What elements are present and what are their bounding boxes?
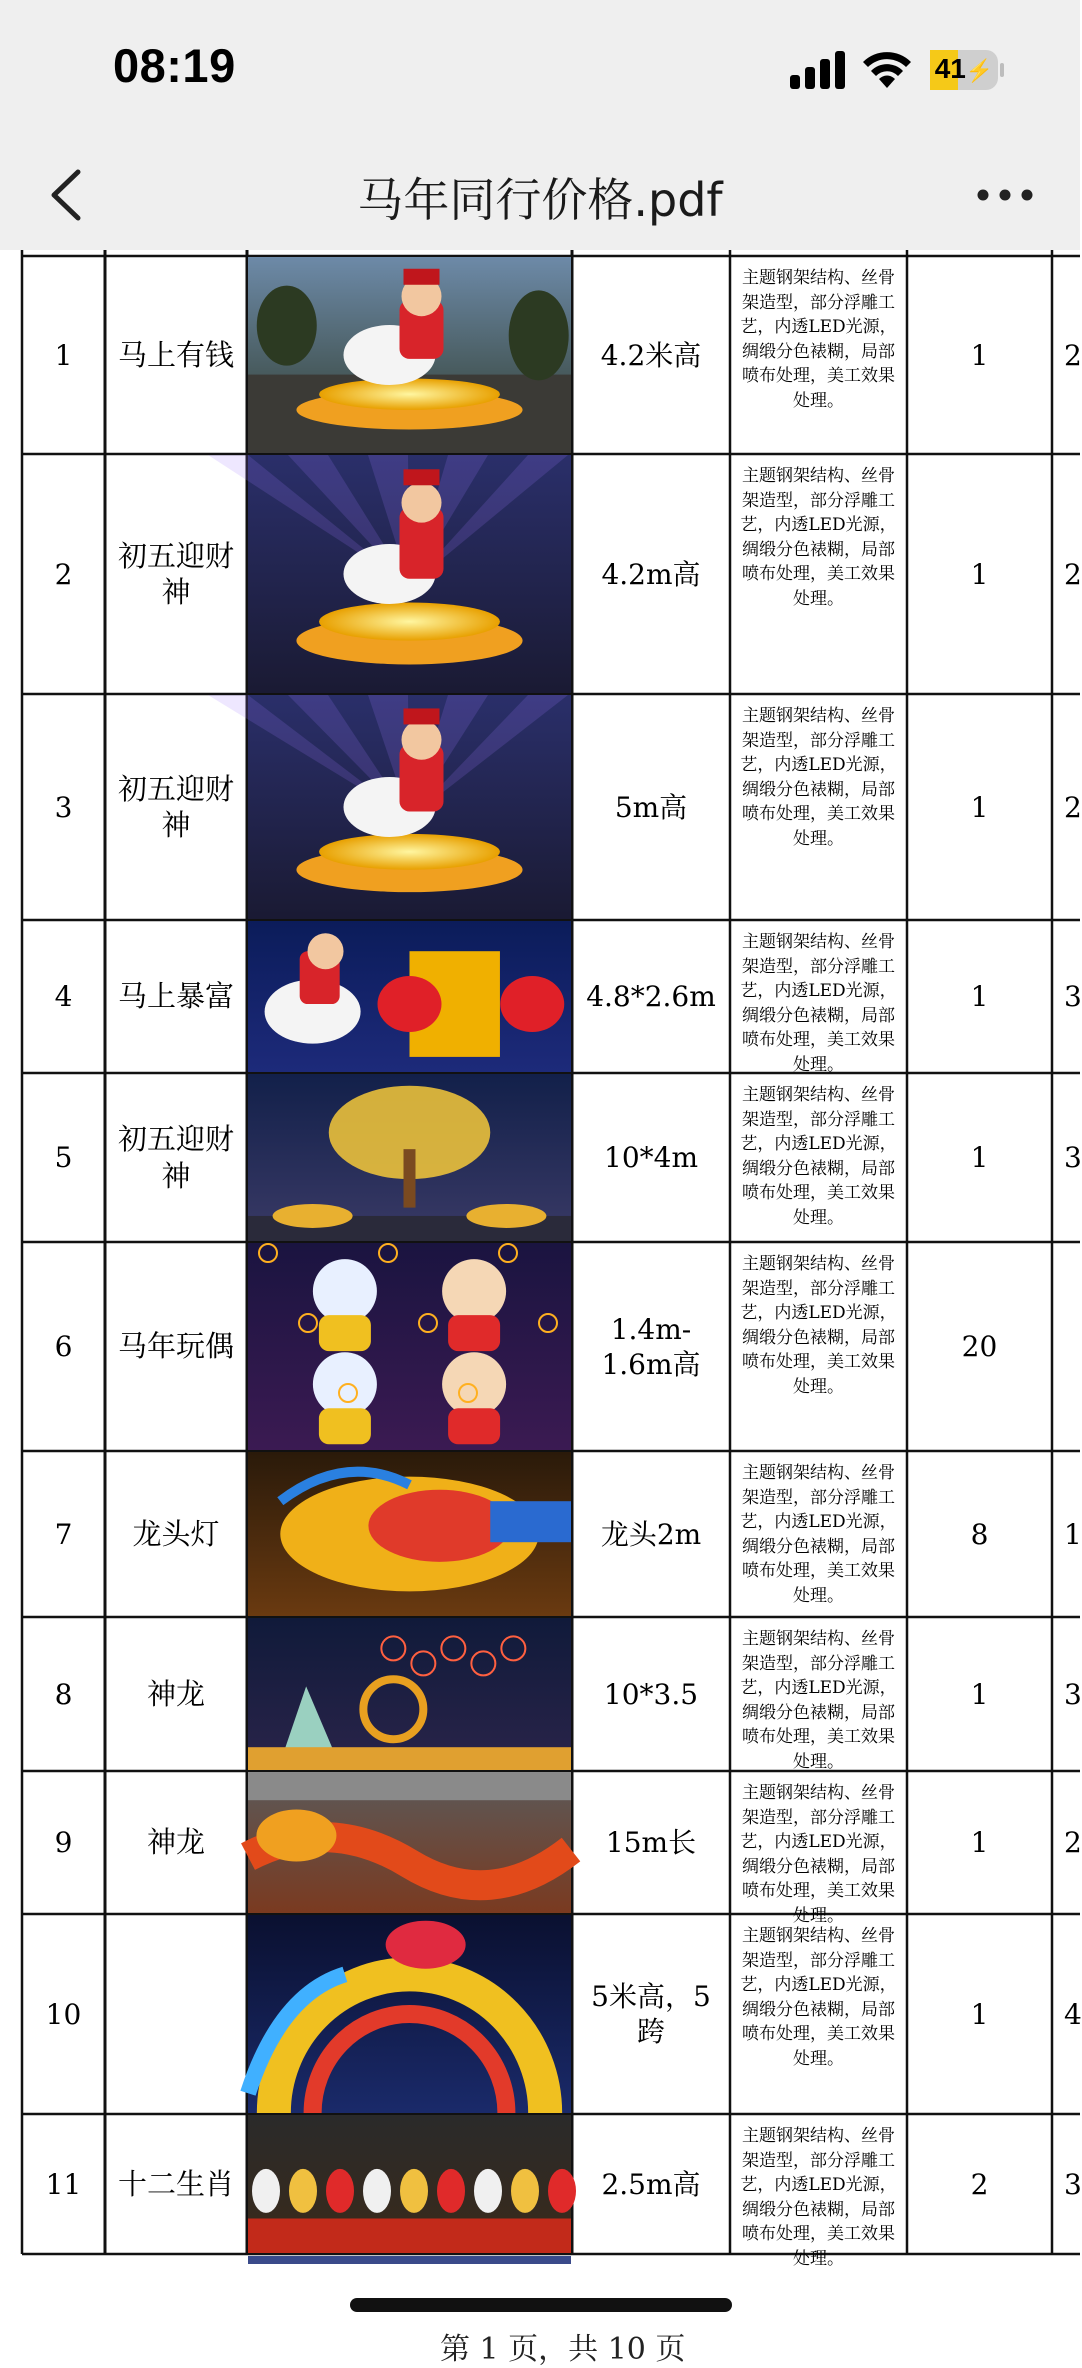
product-photo [248,2115,571,2253]
size-spec-cell: 10*3.5 [603,1677,699,1711]
price-cell-partial: 2 [1064,790,1082,824]
product-name-cell: 初五迎财神 [117,771,234,842]
quantity-cell: 1 [970,338,989,372]
row-number-cell: 3 [54,790,73,824]
price-cell-partial [1054,1244,1078,1449]
product-name-cell [107,1916,245,2112]
row-number-cell: 6 [54,1330,73,1363]
row-number-cell: 11 [45,2167,82,2201]
row-number-cell: 2 [54,557,73,591]
page-indicator: 第 1 页，共 10 页 [440,2332,686,2367]
status-time: 08:19 [113,39,236,92]
price-cell-partial: 2 [1064,557,1082,591]
size-spec-cell: 4.2m高 [601,557,701,591]
product-name-cell: 十二生肖 [117,2166,234,2201]
product-photo [248,695,571,919]
craft-description-cell: 主题钢架结构、丝骨架造型，部分浮雕工艺，内透LED光源，绸缎分色裱糊，局部喷布处理，美工效果处理。 [740,1783,897,1926]
row-number-cell: 8 [54,1677,73,1711]
quantity-cell: 8 [970,1517,989,1551]
price-cell-partial: 4 [1064,1997,1082,2031]
product-name-cell: 马年玩偶 [117,1329,234,1364]
size-spec-cell: 4.8*2.6m [586,980,716,1013]
row-number-cell: 1 [54,338,73,372]
price-cell-partial: 3 [1064,2167,1082,2201]
price-cell-partial: 2 [1064,1826,1082,1859]
craft-description-cell: 主题钢架结构、丝骨架造型，部分浮雕工艺，内透LED光源，绸缎分色裱糊，局部喷布处理，美工效果处理。 [740,1629,897,1772]
more-options-button[interactable] [965,162,1045,228]
row-number-cell: 5 [54,1141,73,1174]
price-cell-partial: 3 [1064,1677,1082,1711]
product-name-cell: 神龙 [146,1825,205,1860]
row-number-cell: 7 [54,1517,73,1551]
quantity-cell: 1 [970,980,989,1013]
craft-description-cell: 主题钢架结构、丝骨架造型，部分浮雕工艺，内透LED光源，绸缎分色裱糊，局部喷布处理，美工效果处理。 [740,932,897,1075]
price-cell-partial: 1 [1064,1517,1082,1551]
size-spec-cell: 2.5m高 [601,2167,701,2201]
navigation-bar [0,140,1080,250]
quantity-cell: 20 [961,1330,998,1363]
product-photo [248,257,571,453]
cellular-signal-icon [790,51,846,89]
craft-description-cell: 主题钢架结构、丝骨架造型，部分浮雕工艺，内透LED光源，绸缎分色裱糊，局部喷布处理，美工效果处理。 [740,268,897,411]
quantity-cell: 2 [970,2167,989,2201]
product-photo [248,1243,571,1450]
product-photo [248,1074,571,1241]
row-number-cell: 9 [54,1826,73,1859]
quantity-cell: 1 [970,557,989,591]
row-number-cell: 4 [54,980,73,1013]
battery-icon: 41⚡ [930,50,1004,90]
craft-description-cell: 主题钢架结构、丝骨架造型，部分浮雕工艺，内透LED光源，绸缎分色裱糊，局部喷布处理，美工效果处理。 [740,1254,897,1397]
pdf-document-view[interactable] [0,250,1080,2337]
product-name-cell: 马上暴富 [117,979,234,1014]
next-row-photo-edge [248,2256,571,2264]
price-cell-partial: 3 [1064,1141,1082,1174]
product-name-cell: 龙头灯 [132,1516,220,1551]
quantity-cell: 1 [970,1141,989,1174]
craft-description-cell: 主题钢架结构、丝骨架造型，部分浮雕工艺，内透LED光源，绸缎分色裱糊，局部喷布处理，美工效果处理。 [740,706,897,849]
quantity-cell: 1 [970,1677,989,1711]
quantity-cell: 1 [970,1826,989,1859]
wifi-icon [862,50,912,88]
size-spec-cell: 5米高，5跨 [591,1980,711,2048]
size-spec-cell: 龙头2m [600,1517,702,1551]
craft-description-cell: 主题钢架结构、丝骨架造型，部分浮雕工艺，内透LED光源，绸缎分色裱糊，局部喷布处理，美工效果处理。 [740,1085,897,1228]
size-spec-cell: 5m高 [614,790,688,824]
product-name-cell: 初五迎财神 [117,538,234,609]
product-photo [248,455,571,693]
home-indicator [350,2298,732,2312]
price-cell-partial: 3 [1064,980,1082,1013]
quantity-cell: 1 [970,790,989,824]
craft-description-cell: 主题钢架结构、丝骨架造型，部分浮雕工艺，内透LED光源，绸缎分色裱糊，局部喷布处理，美工效果处理。 [740,2126,897,2269]
product-photo [248,1772,571,1913]
price-cell-partial: 2 [1064,338,1082,372]
product-name-cell: 初五迎财神 [117,1122,234,1193]
craft-description-cell: 主题钢架结构、丝骨架造型，部分浮雕工艺，内透LED光源，绸缎分色裱糊，局部喷布处理，美工效果处理。 [740,1926,897,2069]
product-name-cell: 神龙 [146,1676,205,1711]
product-photo [248,921,571,1072]
document-title: 马年同行价格.pdf [357,173,723,227]
quantity-cell: 1 [970,1997,989,2031]
size-spec-cell: 4.2米高 [600,338,702,372]
product-photo [248,1618,571,1770]
back-button[interactable] [40,162,100,228]
product-name-cell: 马上有钱 [117,337,234,372]
battery-percent: 41 [934,53,966,84]
status-bar [0,0,1080,140]
product-photo [248,1915,571,2113]
craft-description-cell: 主题钢架结构、丝骨架造型，部分浮雕工艺，内透LED光源，绸缎分色裱糊，局部喷布处理，美工效果处理。 [740,466,897,609]
craft-description-cell: 主题钢架结构、丝骨架造型，部分浮雕工艺，内透LED光源，绸缎分色裱糊，局部喷布处理，美工效果处理。 [740,1463,897,1606]
size-spec-cell: 1.4m-1.6m高 [601,1312,701,1381]
size-spec-cell: 15m长 [605,1826,697,1859]
size-spec-cell: 10*4m [604,1141,698,1174]
row-number-cell: 10 [45,1997,82,2031]
product-photo [248,1452,571,1616]
